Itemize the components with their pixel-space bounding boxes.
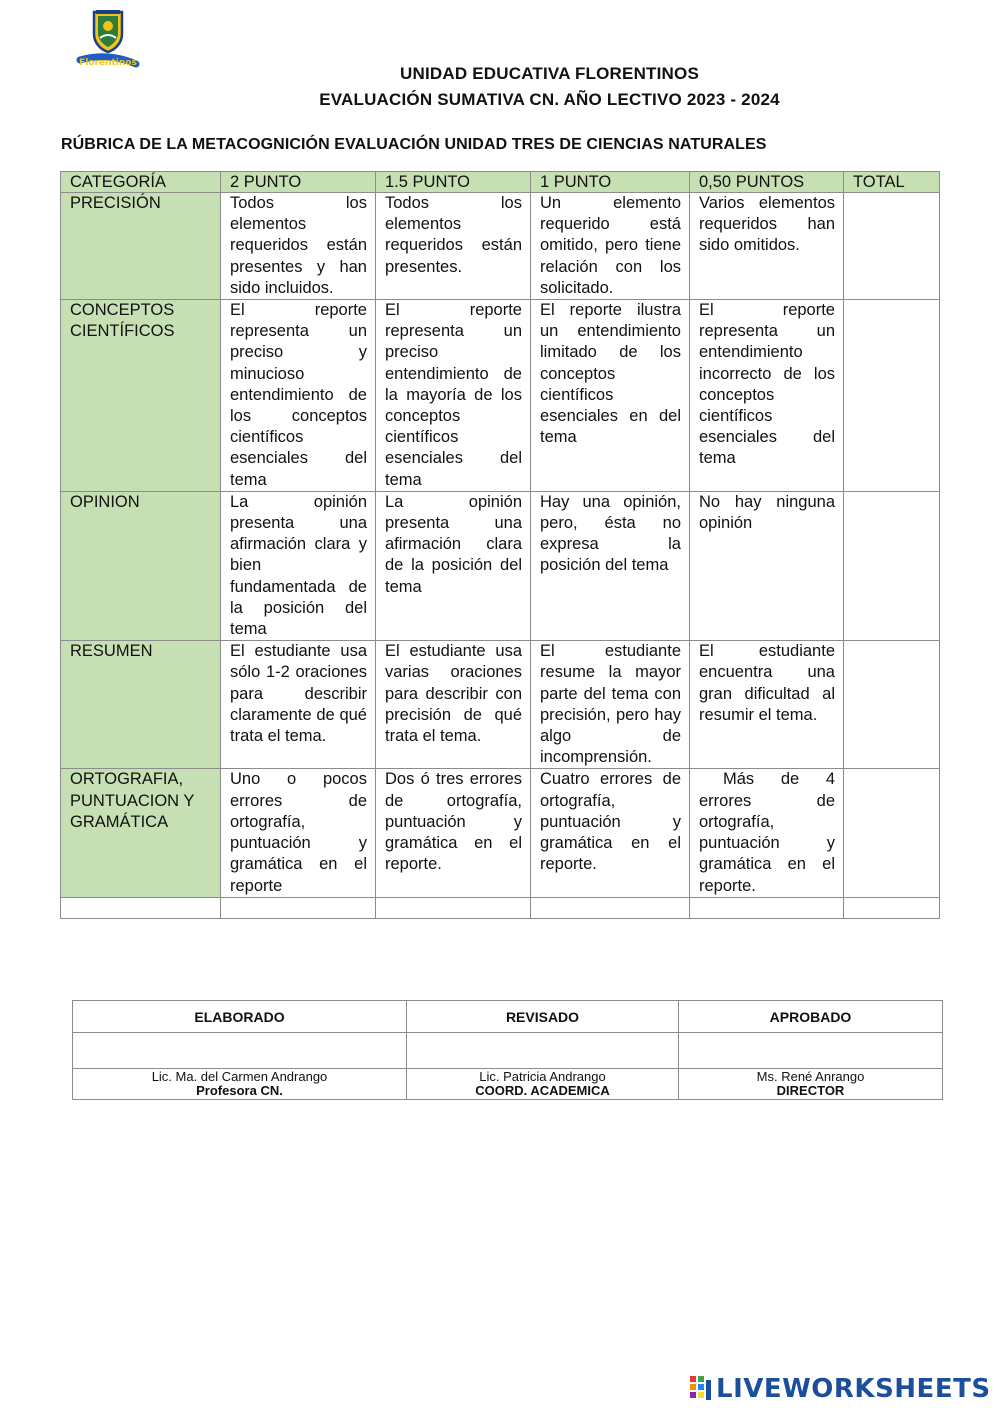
empty-cell	[376, 897, 531, 918]
rubric-row-precision	[61, 193, 940, 300]
category-cell: RESUMEN	[61, 641, 221, 769]
total-cell[interactable]	[844, 300, 940, 492]
total-cell[interactable]	[844, 193, 940, 300]
criterion-cell: Varios elementos requeridos han sido omitidos.	[690, 193, 844, 300]
signer-name: Lic. Ma. del Carmen Andrango	[151, 1069, 328, 1084]
criterion-cell: La opinión presenta una afirmación clara de la posición del tema	[376, 491, 531, 640]
header-elaborated: ELABORADO	[73, 1001, 407, 1033]
signature-space	[407, 1033, 679, 1069]
signer-coordinator	[407, 1069, 679, 1100]
header-approved: APROBADO	[679, 1001, 943, 1033]
signer-director	[679, 1069, 943, 1100]
liveworksheets-icon	[690, 1376, 712, 1402]
header-0-5-points: 0,50 PUNTOS	[690, 172, 844, 193]
signature-header-row	[73, 1001, 943, 1033]
criterion-cell: Uno o pocos errores de ortografía, puntuación y gramática en el reporte	[221, 769, 376, 897]
signer-role: COORD. ACADEMICA	[475, 1083, 610, 1098]
signer-role: DIRECTOR	[776, 1083, 845, 1098]
category-cell: PRECISIÓN	[61, 193, 221, 300]
signature-space-row	[73, 1033, 943, 1069]
signer-teacher	[73, 1069, 407, 1100]
signature-space	[679, 1033, 943, 1069]
empty-cell	[531, 897, 690, 918]
header-reviewed: REVISADO	[407, 1001, 679, 1033]
criterion-cell: Todos los elementos requeridos están presentes.	[376, 193, 531, 300]
criterion-cell: Dos ó tres errores de ortografía, puntuación y gramática en el reporte.	[376, 769, 531, 897]
signature-space	[73, 1033, 407, 1069]
header-1-5-points: 1.5 PUNTO	[376, 172, 531, 193]
criterion-cell: Cuatro errores de ortografía, puntuación y gramática en el reporte.	[531, 769, 690, 897]
signature-names-row	[73, 1069, 943, 1100]
school-logo	[76, 8, 140, 72]
empty-cell	[690, 897, 844, 918]
criterion-cell: Un elemento requerido está omitido, pero tiene relación con los solicitado.	[531, 193, 690, 300]
liveworksheets-brand	[690, 1373, 991, 1405]
total-cell[interactable]	[844, 769, 940, 897]
category-cell: CONCEPTOS CIENTÍFICOS	[61, 300, 221, 492]
criterion-cell: La opinión presenta una afirmación clara y bien fundamentada de la posición del tema	[221, 491, 376, 640]
category-cell: OPINION	[61, 491, 221, 640]
signer-name: Lic. Patricia Andrango	[479, 1069, 606, 1084]
empty-cell	[61, 897, 221, 918]
total-cell[interactable]	[844, 641, 940, 769]
rubric-header-row	[61, 172, 940, 193]
signature-table	[72, 1000, 943, 1100]
criterion-cell: No hay ninguna opinión	[690, 491, 844, 640]
school-name: UNIDAD EDUCATIVA FLORENTINOS	[400, 64, 699, 83]
header-category: CATEGORÍA	[61, 172, 221, 193]
evaluation-title: EVALUACIÓN SUMATIVA CN. AÑO LECTIVO 2023 - 2024	[319, 90, 780, 109]
criterion-cell: El estudiante resume la mayor parte del tema con precisión, pero hay algo de incomprensión.	[531, 641, 690, 769]
rubric-row-concepts	[61, 300, 940, 492]
signer-role: Profesora CN.	[196, 1083, 283, 1098]
rubric-row-opinion	[61, 491, 940, 640]
rubric-empty-row	[61, 897, 940, 918]
rubric-table	[60, 171, 940, 919]
header-1-point: 1 PUNTO	[531, 172, 690, 193]
criterion-cell: El reporte representa un preciso entendimiento de la mayoría de los conceptos científicos esenciales del tema	[376, 300, 531, 492]
criterion-cell: Todos los elementos requeridos están presentes y han sido incluidos.	[221, 193, 376, 300]
criterion-cell: El reporte ilustra un entendimiento limitado de los conceptos científicos esenciales en del tema	[531, 300, 690, 492]
signer-name: Ms. René Anrango	[756, 1069, 865, 1084]
header-2-points: 2 PUNTO	[221, 172, 376, 193]
category-cell: ORTOGRAFIA, PUNTUACION Y GRAMÁTICA	[61, 769, 221, 897]
criterion-cell: El reporte representa un preciso y minucioso entendimiento de los conceptos científicos esenciales del tema	[221, 300, 376, 492]
brand-text: LIVEWORKSHEETS	[716, 1374, 991, 1404]
empty-cell	[844, 897, 940, 918]
empty-cell	[221, 897, 376, 918]
criterion-cell: El estudiante encuentra una gran dificultad al resumir el tema.	[690, 641, 844, 769]
rubric-row-summary	[61, 641, 940, 769]
criterion-cell: El estudiante usa sólo 1-2 oraciones para describir claramente de qué trata el tema.	[221, 641, 376, 769]
criterion-cell: Hay una opinión, pero, ésta no expresa la posición del tema	[531, 491, 690, 640]
criterion-cell: Más de 4 errores de ortografía, puntuación y gramática en el reporte.	[690, 769, 844, 897]
logo-wordmark: Florentinos	[79, 58, 137, 68]
total-cell[interactable]	[844, 491, 940, 640]
rubric-title: RÚBRICA DE LA METACOGNICIÓN EVALUACIÓN UNIDAD TRES DE CIENCIAS NATURALES	[61, 136, 767, 153]
criterion-cell: El estudiante usa varias oraciones para describir con precisión de qué trata el tema.	[376, 641, 531, 769]
header-total: TOTAL	[844, 172, 940, 193]
criterion-cell: El reporte representa un entendimiento incorrecto de los conceptos científicos esenciales del tema	[690, 300, 844, 492]
rubric-row-spelling	[61, 769, 940, 897]
